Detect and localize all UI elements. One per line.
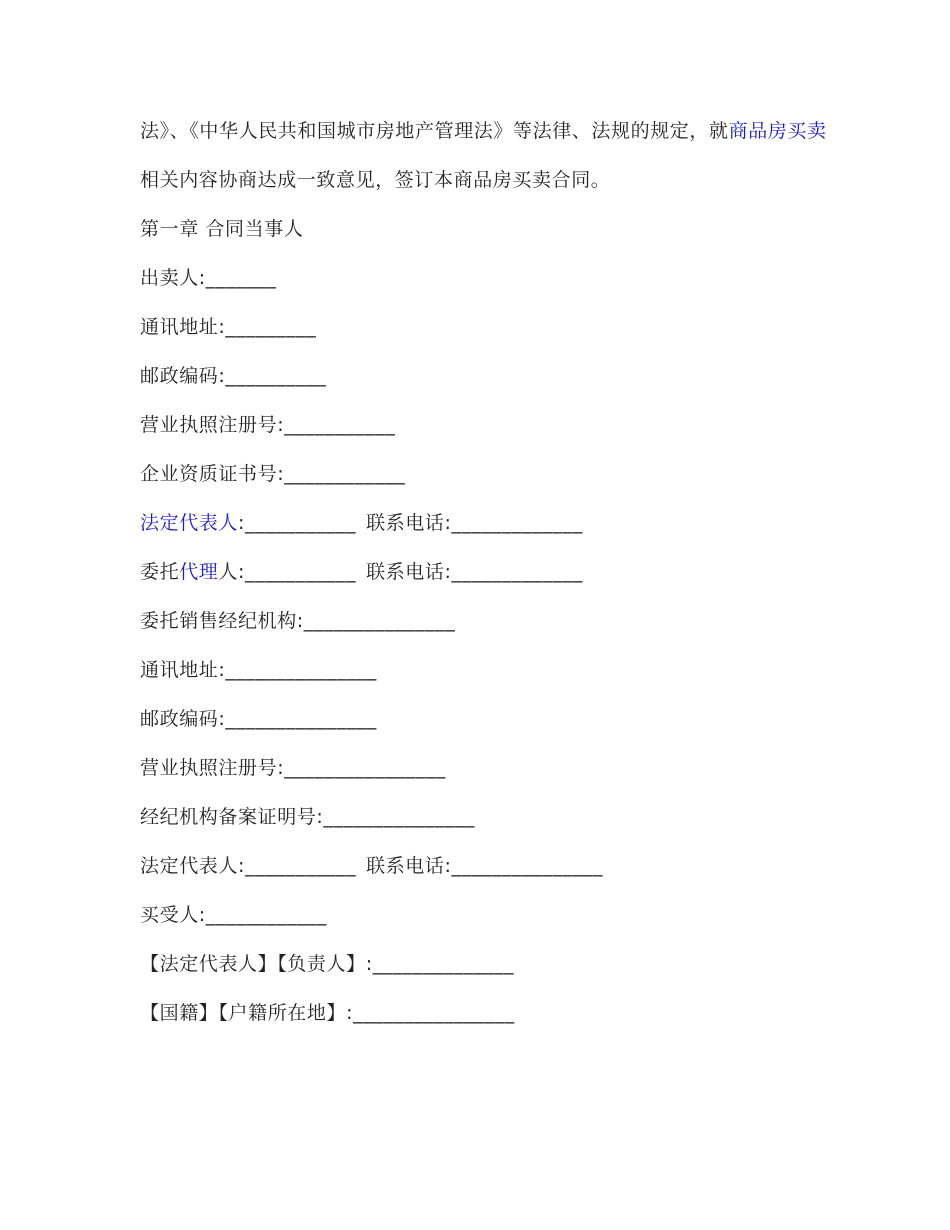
buyer-rep-field: 【法定代表人】【负责人】:______________ [140, 953, 515, 975]
agency-legal-rep-field: 法定代表人:___________ [140, 855, 357, 877]
seller-field: 出卖人:_______ [140, 267, 277, 289]
seller-agent-row [140, 557, 830, 588]
agency-legal-rep-row [140, 851, 830, 882]
legal-rep-link[interactable]: 法定代表人 [140, 512, 239, 534]
seller-address-field: 通讯地址:_________ [140, 316, 317, 338]
agent-blank: 人:___________ [218, 561, 357, 583]
seller-postcode-field: 邮政编码:__________ [140, 365, 327, 387]
agent-phone-field: 联系电话:_____________ [366, 561, 583, 583]
agency-field: 委托销售经纪机构:_______________ [140, 610, 456, 632]
agency-address-field: 通讯地址:_______________ [140, 659, 377, 681]
seller-legal-rep-row [140, 508, 830, 539]
intro-continuation: 相关内容协商达成一致意见，签订本商品房买卖合同。 [140, 169, 611, 191]
legal-rep-phone-field: 联系电话:_____________ [366, 512, 583, 534]
seller-license-field: 营业执照注册号:___________ [140, 414, 396, 436]
buyer-field: 买受人:____________ [140, 904, 328, 926]
intro-text: 法》、《中华人民共和国城市房地产管理法》等法律、法规的规定，就 [140, 120, 729, 142]
legal-rep-blank: :___________ [238, 512, 357, 534]
buyer-nationality-field: 【国籍】【户籍所在地】:________________ [140, 1002, 515, 1024]
intro-paragraph [140, 116, 830, 147]
chapter-title: 第一章 合同当事人 [140, 218, 304, 240]
agency-filing-field: 经纪机构备案证明号:_______________ [140, 806, 475, 828]
agency-license-field: 营业执照注册号:________________ [140, 757, 446, 779]
intro-link-commercial-housing-sale[interactable]: 商品房买卖 [728, 120, 827, 142]
agency-legal-rep-phone-field: 联系电话:_______________ [366, 855, 604, 877]
document-page [140, 116, 830, 1047]
agent-link[interactable]: 代理 [179, 561, 219, 583]
seller-qualification-field: 企业资质证书号:____________ [140, 463, 406, 485]
agency-postcode-field: 邮政编码:_______________ [140, 708, 377, 730]
agent-prefix: 委托 [140, 561, 180, 583]
